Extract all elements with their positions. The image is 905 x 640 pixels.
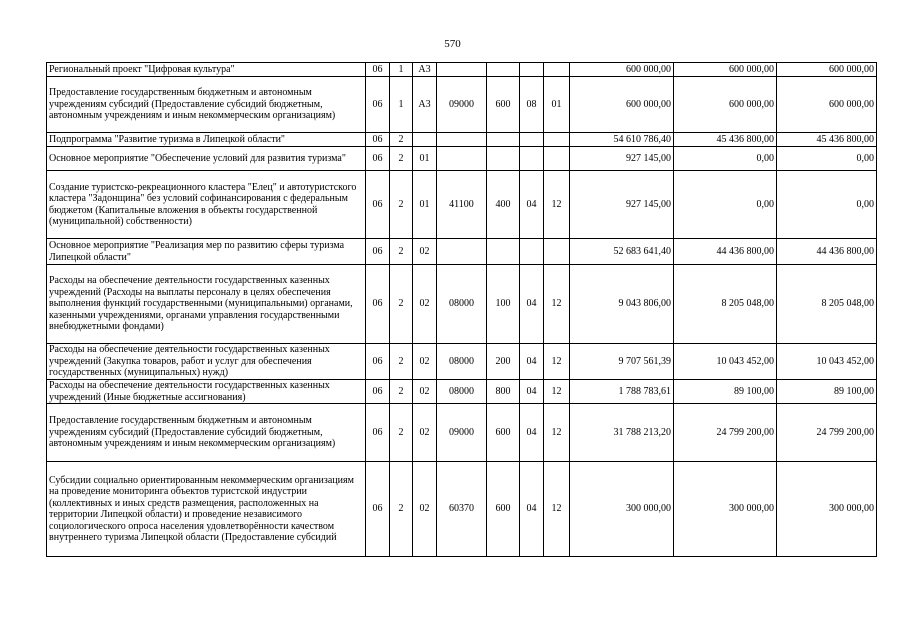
cell-direction-code: 08000 [437, 380, 487, 404]
cell-ministry-code: 06 [366, 265, 390, 344]
cell-expense-type: 600 [487, 77, 520, 133]
cell-direction-code [437, 63, 487, 77]
cell-subprogram-code: 2 [390, 147, 413, 171]
cell-expense-type: 600 [487, 462, 520, 557]
table-row [47, 147, 877, 171]
cell-subsection: 12 [544, 344, 570, 380]
cell-direction-code [437, 147, 487, 171]
cell-amount-year-1: 9 043 806,00 [570, 265, 674, 344]
cell-amount-year-2: 45 436 800,00 [674, 133, 777, 147]
cell-ministry-code: 06 [366, 404, 390, 462]
table-row [47, 380, 877, 404]
cell-name: Расходы на обеспечение деятельности государственных казенных учреждений (Закупка товаров, работ и услуг для обеспечения государственных (муниципальных) нужд) [47, 344, 366, 380]
cell-amount-year-2: 44 436 800,00 [674, 239, 777, 265]
cell-amount-year-2: 0,00 [674, 147, 777, 171]
cell-amount-year-3: 44 436 800,00 [777, 239, 877, 265]
cell-name: Основное мероприятие "Обеспечение условий для развития туризма" [47, 147, 366, 171]
cell-name: Предоставление государственным бюджетным и автономным учреждениям субсидий (Предоставление субсидий бюджетным, автономным учреждениям и иным некоммерческим организациям) [47, 77, 366, 133]
cell-section [520, 239, 544, 265]
cell-section: 04 [520, 344, 544, 380]
cell-activity-code: 01 [413, 171, 437, 239]
cell-section: 04 [520, 171, 544, 239]
cell-subprogram-code: 2 [390, 462, 413, 557]
cell-amount-year-1: 54 610 786,40 [570, 133, 674, 147]
cell-activity-code: 02 [413, 404, 437, 462]
cell-ministry-code: 06 [366, 344, 390, 380]
cell-subsection: 12 [544, 171, 570, 239]
cell-expense-type [487, 239, 520, 265]
cell-activity-code: 02 [413, 239, 437, 265]
cell-name: Региональный проект "Цифровая культура" [47, 63, 366, 77]
cell-amount-year-2: 10 043 452,00 [674, 344, 777, 380]
cell-amount-year-1: 927 145,00 [570, 147, 674, 171]
cell-name: Подпрограмма "Развитие туризма в Липецкой области" [47, 133, 366, 147]
cell-amount-year-3: 89 100,00 [777, 380, 877, 404]
cell-name: Основное мероприятие "Реализация мер по развитию сферы туризма Липецкой области" [47, 239, 366, 265]
cell-expense-type [487, 147, 520, 171]
cell-name: Расходы на обеспечение деятельности государственных казенных учреждений (Иные бюджетные ассигнования) [47, 380, 366, 404]
table-row [47, 171, 877, 239]
cell-section: 04 [520, 265, 544, 344]
cell-amount-year-1: 9 707 561,39 [570, 344, 674, 380]
cell-amount-year-3: 0,00 [777, 147, 877, 171]
cell-subsection [544, 63, 570, 77]
cell-activity-code [413, 133, 437, 147]
cell-ministry-code: 06 [366, 77, 390, 133]
cell-direction-code: 41100 [437, 171, 487, 239]
cell-amount-year-1: 31 788 213,20 [570, 404, 674, 462]
cell-section: 08 [520, 77, 544, 133]
table-row [47, 462, 877, 557]
cell-subsection: 12 [544, 380, 570, 404]
table-row [47, 239, 877, 265]
cell-subsection: 12 [544, 462, 570, 557]
cell-expense-type: 100 [487, 265, 520, 344]
cell-ministry-code: 06 [366, 133, 390, 147]
cell-subsection [544, 133, 570, 147]
cell-amount-year-2: 600 000,00 [674, 77, 777, 133]
budget-table-body [47, 63, 877, 557]
cell-ministry-code: 06 [366, 462, 390, 557]
cell-section [520, 147, 544, 171]
cell-subprogram-code: 2 [390, 171, 413, 239]
cell-expense-type: 400 [487, 171, 520, 239]
cell-section: 04 [520, 462, 544, 557]
cell-name: Расходы на обеспечение деятельности государственных казенных учреждений (Расходы на выплаты персоналу в целях обеспечения выполнения функций государственными (муниципальными) органами, казенными учреждениями, органами управления государственными внебюджетными фондами) [47, 265, 366, 344]
cell-amount-year-1: 927 145,00 [570, 171, 674, 239]
cell-expense-type: 800 [487, 380, 520, 404]
table-row [47, 63, 877, 77]
cell-ministry-code: 06 [366, 171, 390, 239]
cell-amount-year-3: 600 000,00 [777, 63, 877, 77]
cell-section: 04 [520, 380, 544, 404]
cell-amount-year-1: 300 000,00 [570, 462, 674, 557]
cell-ministry-code: 06 [366, 147, 390, 171]
page-number: 570 [444, 38, 461, 50]
table-row [47, 344, 877, 380]
cell-expense-type [487, 133, 520, 147]
cell-subprogram-code: 2 [390, 239, 413, 265]
cell-direction-code [437, 133, 487, 147]
cell-subprogram-code: 2 [390, 265, 413, 344]
cell-ministry-code: 06 [366, 380, 390, 404]
table-row [47, 265, 877, 344]
cell-amount-year-1: 1 788 783,61 [570, 380, 674, 404]
cell-direction-code: 09000 [437, 77, 487, 133]
table-row [47, 77, 877, 133]
cell-name: Предоставление государственным бюджетным и автономным учреждениям субсидий (Предоставление субсидий бюджетным, автономным учреждениям и иным некоммерческим организациям) [47, 404, 366, 462]
cell-subsection: 12 [544, 265, 570, 344]
cell-amount-year-2: 89 100,00 [674, 380, 777, 404]
cell-subsection [544, 239, 570, 265]
cell-direction-code: 09000 [437, 404, 487, 462]
cell-subsection [544, 147, 570, 171]
cell-activity-code: 02 [413, 380, 437, 404]
cell-subprogram-code: 2 [390, 380, 413, 404]
cell-expense-type: 200 [487, 344, 520, 380]
cell-section: 04 [520, 404, 544, 462]
cell-amount-year-2: 24 799 200,00 [674, 404, 777, 462]
cell-activity-code: 01 [413, 147, 437, 171]
budget-table [46, 62, 877, 557]
cell-activity-code: 02 [413, 265, 437, 344]
cell-subsection: 01 [544, 77, 570, 133]
cell-subprogram-code: 1 [390, 63, 413, 77]
table-row [47, 404, 877, 462]
cell-ministry-code: 06 [366, 239, 390, 265]
cell-activity-code: 02 [413, 462, 437, 557]
cell-activity-code: 02 [413, 344, 437, 380]
cell-amount-year-1: 52 683 641,40 [570, 239, 674, 265]
cell-amount-year-2: 8 205 048,00 [674, 265, 777, 344]
cell-amount-year-3: 24 799 200,00 [777, 404, 877, 462]
cell-amount-year-2: 0,00 [674, 171, 777, 239]
cell-subprogram-code: 2 [390, 404, 413, 462]
cell-ministry-code: 06 [366, 63, 390, 77]
cell-direction-code: 08000 [437, 265, 487, 344]
cell-section [520, 133, 544, 147]
cell-expense-type [487, 63, 520, 77]
cell-amount-year-3: 600 000,00 [777, 77, 877, 133]
cell-activity-code: A3 [413, 77, 437, 133]
cell-name: Субсидии социально ориентированным некоммерческим организациям на проведение мониторинга объектов туристской индустрии (коллективных и иных средств размещения, расположенных на территории Липецкой области) и проведение независимого социологического опроса населения удовлетворённости качеством внутреннего туризма Липецкой области (Предоставление субсидий [47, 462, 366, 557]
cell-amount-year-3: 300 000,00 [777, 462, 877, 557]
cell-activity-code: A3 [413, 63, 437, 77]
cell-direction-code [437, 239, 487, 265]
cell-amount-year-2: 600 000,00 [674, 63, 777, 77]
cell-subsection: 12 [544, 404, 570, 462]
cell-subprogram-code: 2 [390, 133, 413, 147]
cell-amount-year-1: 600 000,00 [570, 77, 674, 133]
cell-expense-type: 600 [487, 404, 520, 462]
cell-amount-year-1: 600 000,00 [570, 63, 674, 77]
table-row [47, 133, 877, 147]
cell-subprogram-code: 1 [390, 77, 413, 133]
cell-amount-year-3: 8 205 048,00 [777, 265, 877, 344]
cell-amount-year-3: 45 436 800,00 [777, 133, 877, 147]
cell-subprogram-code: 2 [390, 344, 413, 380]
cell-direction-code: 08000 [437, 344, 487, 380]
cell-direction-code: 60370 [437, 462, 487, 557]
cell-section [520, 63, 544, 77]
cell-amount-year-2: 300 000,00 [674, 462, 777, 557]
cell-amount-year-3: 0,00 [777, 171, 877, 239]
cell-name: Создание туристско-рекреационного кластера "Елец" и автотуристского кластера "Задонщина" без условий софинансирования с федеральным бюджетом (Капитальные вложения в объекты государственной (муниципальной) собственности) [47, 171, 366, 239]
cell-amount-year-3: 10 043 452,00 [777, 344, 877, 380]
